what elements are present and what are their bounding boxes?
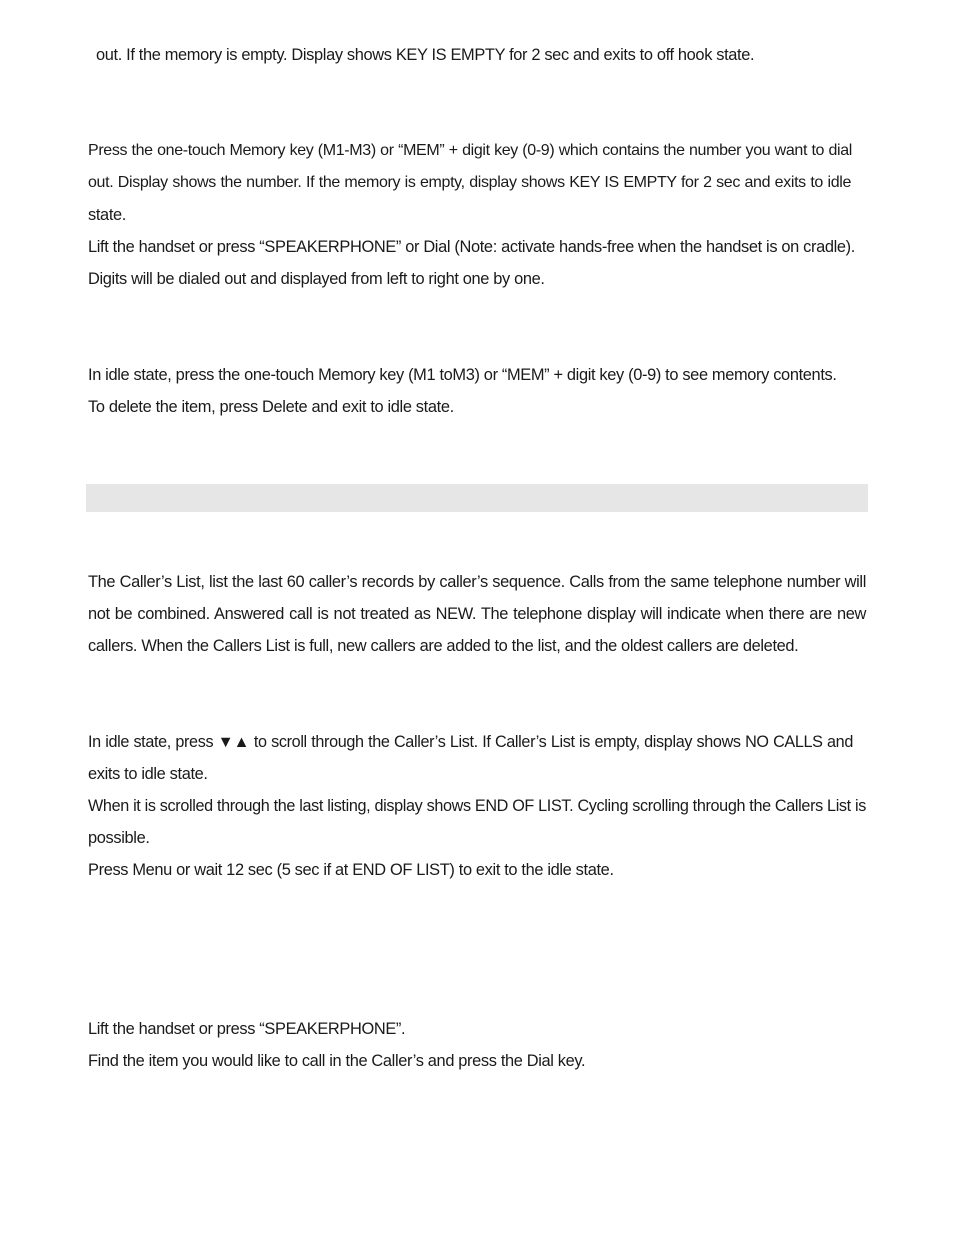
paragraph-line: Press Menu or wait 12 sec (5 sec if at END OF LIST) to exit to the idle state. — [88, 861, 614, 879]
paragraph-line: The Caller’s List, list the last 60 caller’s records by caller’s sequence. Calls from the same telephone number will — [88, 573, 866, 591]
paragraph-line: Lift the handset or press “SPEAKERPHONE” or Dial (Note: activate hands-free when the handset is on cradle). — [88, 238, 855, 256]
paragraph-line: callers. When the Callers List is full, new callers are added to the list, and the oldest callers are deleted. — [88, 637, 799, 655]
paragraph-line: Find the item you would like to call in the Caller’s and press the Dial key. — [88, 1052, 586, 1070]
paragraph-line: In idle state, press ▼▲ to scroll through the Caller’s List. If Caller’s List is empty, display shows NO CALLS and — [88, 733, 853, 751]
paragraph-line: In idle state, press the one-touch Memory key (M1 toM3) or “MEM” + digit key (0-9) to see memory contents. — [88, 366, 837, 384]
paragraph-line: possible. — [88, 829, 150, 847]
paragraph-line: Lift the handset or press “SPEAKERPHONE”. — [88, 1020, 406, 1038]
paragraph-line: exits to idle state. — [88, 765, 208, 783]
paragraph-line: Press the one-touch Memory key (M1-M3) or “MEM” + digit key (0-9) which contains the number you want to dial — [88, 142, 852, 159]
paragraph-line: not be combined. Answered call is not treated as NEW. The telephone display will indicate when there are new — [88, 605, 866, 623]
paragraph-line: out. Display shows the number. If the memory is empty, display shows KEY IS EMPTY for 2 sec and exits to idle — [88, 174, 851, 191]
section-heading-band — [86, 484, 868, 512]
paragraph-line: To delete the item, press Delete and exit to idle state. — [88, 398, 454, 416]
paragraph-line: When it is scrolled through the last listing, display shows END OF LIST. Cycling scrolling through the Callers List is — [88, 797, 866, 815]
paragraph-line: Digits will be dialed out and displayed from left to right one by one. — [88, 270, 545, 288]
memory-empty-offhook-text: out. If the memory is empty. Display shows KEY IS EMPTY for 2 sec and exits to off hook state. — [96, 46, 755, 64]
paragraph-line: state. — [88, 206, 126, 224]
